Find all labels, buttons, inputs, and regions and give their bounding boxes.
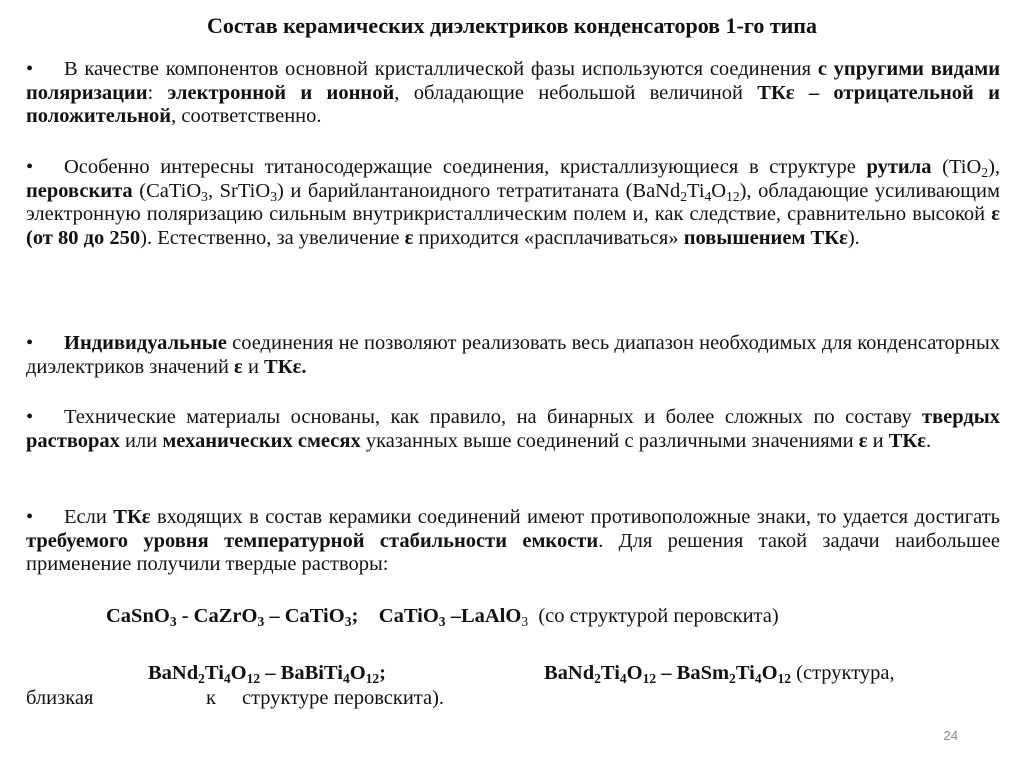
f1-as: 3 [169,614,177,630]
p1-bold-2: электронной и ионной [167,81,395,104]
p5-bold-1: ТКε [113,506,151,528]
paragraph-2 [26,156,1000,250]
p2-text-5: , SrTiO [207,179,271,202]
f2-note-2c: структуре перовскита). [242,687,445,709]
p2-sub-4: 2 [680,188,688,204]
p1-text-3: , обладающие небольшой величиной [394,81,743,104]
f1-b: - CaZrO [176,605,258,627]
paragraph-3 [26,332,1000,379]
p4-text-3: указанных выше соединений с различными значениями [365,429,854,452]
f1-es: 3 [438,614,446,630]
bullet-5: • [26,506,34,528]
p2-sub-1: 2 [981,165,989,181]
p3-bold-3: ТКε. [264,355,307,378]
p2-text-9: ), обладающие усиливающим электронную поляризацию сильным внутрикристаллическим полем и, как следствие, сравнительно высокой [26,179,1001,225]
f2-note-2b: к [206,687,216,709]
p2-bold-perovskite: перовскита [26,179,133,202]
f2-h: Ti [600,662,620,684]
f2-a: BaNd [148,662,199,684]
f2-j: – BaSm [656,662,730,684]
p4-bold-1: твердых растворах [26,406,1001,452]
f2-b: Ti [204,662,224,684]
p4-text-1: Технические материалы основаны, как правило, на бинарных и более сложных по составу [64,406,912,428]
f2-d: – BaBiTi [260,662,343,684]
p1-bold-1: с упругими видами поляризации [26,58,1000,104]
f2-es: 12 [365,671,380,687]
f2-l: O [761,662,778,684]
formula-line-2e [242,686,444,710]
p2-sub-6: 12 [726,188,740,204]
f2-f: ; [379,662,386,684]
formula-line-2a [148,661,386,685]
p5-text-2: входящих в состав керамики соединений имеют противоположные знаки, то удается достигать [157,506,1001,528]
formula-line-2c [26,686,93,710]
p1-text-2: : [147,81,154,104]
formula-line-2b [544,661,895,685]
f1-e: CaTiO [378,605,439,627]
f2-note-1: (структура, [796,662,895,684]
p2-bold-tke-increase: повышением ТКε [683,226,848,249]
f2-note-2a: близкая [26,687,94,709]
f1-note: (со структурой перовскита) [538,605,779,627]
f2-g: BaNd [544,662,595,684]
p2-text-12: ). [847,226,860,249]
f2-ks: 4 [754,671,762,687]
p2-sub-2: 3 [201,188,208,204]
page-number: 24 [943,728,958,743]
p2-sub-3: 3 [270,188,277,204]
p2-text-3: ), [988,156,1001,178]
paragraph-1 [26,58,1000,129]
f1-a: CaSnO [106,605,170,627]
paragraph-5 [26,506,1000,577]
p2-text-8: O [711,179,727,202]
f1-cs: 3 [344,614,352,630]
f2-c: O [230,662,247,684]
f2-i: O [626,662,643,684]
f2-ds: 4 [342,671,350,687]
p1-text-4: , соответственно. [171,105,322,127]
f2-bs: 4 [223,671,231,687]
p2-text-11: приходится «расплачиваться» [418,226,679,249]
p3-text-2: и [247,355,259,378]
f2-cs: 12 [246,671,261,687]
f2-is: 12 [642,671,657,687]
p2-text-4: (CaTiO [139,179,202,202]
bullet-3: • [26,332,34,354]
p2-text-10: ). Естественно, за увеличение [140,226,400,249]
p5-text-3: . Для решения такой задачи наибольшее применение получили твердые растворы: [26,529,1000,575]
p5-text-1: Если [64,506,107,528]
f1-fs: 3 [521,614,529,630]
f2-ls: 12 [777,671,792,687]
slide-title: Состав керамических диэлектриков конденсаторов 1-го типа [207,13,817,38]
formula-line-2d [206,686,216,710]
p2-bold-epsilon: ε [404,226,414,249]
p4-bold-4: ТКε [888,429,926,452]
p2-bold-rutile: рутила [866,156,932,178]
p3-bold-1: Индивидуальные [64,332,227,354]
p3-text-1: соединения не позволяют реализовать весь диапазон необходимых для конденсаторных диэлектриков значений [26,332,1001,378]
p2-text-6: ) и барийлантаноидного тетратитаната (BaNd [276,179,681,202]
p4-bold-2: механических смесях [162,429,361,452]
p1-text-1: В качестве компонентов основной кристаллической фазы используются соединения [64,58,812,80]
p4-text-5: . [926,429,932,452]
p2-text-2: (TiO [942,156,982,178]
p3-bold-2: ε [234,355,243,378]
p2-text-7: Ti [687,179,705,202]
f2-e: O [349,662,366,684]
p4-text-2: или [125,429,158,452]
f1-bs: 3 [257,614,265,630]
f1-d: ; [351,605,359,627]
f2-as: 2 [198,671,205,687]
bullet-4: • [26,406,34,428]
bullet-2: • [26,156,34,178]
p2-sub-5: 4 [704,188,712,204]
paragraph-4 [26,406,1000,453]
p2-bold-epsilon-range: ε (от 80 до 250 [26,203,1001,249]
p2-text-1: Особенно интересны титаносодержащие соединения, кристаллизующиеся в структуре [64,156,856,178]
bullet-1: • [26,58,34,80]
formula-line-1 [106,604,779,628]
f2-k: Ti [735,662,755,684]
p1-bold-3: ТКε – отрицательной и положительной [26,81,1000,127]
p4-text-4: и [872,429,884,452]
f1-c: – CaTiO [264,605,345,627]
f2-hs: 4 [619,671,627,687]
p4-bold-3: ε [858,429,868,452]
f2-gs: 2 [594,671,601,687]
f1-f: –LaAlO [445,605,522,627]
p5-bold-2: требуемого уровня температурной стабильности емкости [26,529,599,552]
f2-js: 2 [729,671,736,687]
